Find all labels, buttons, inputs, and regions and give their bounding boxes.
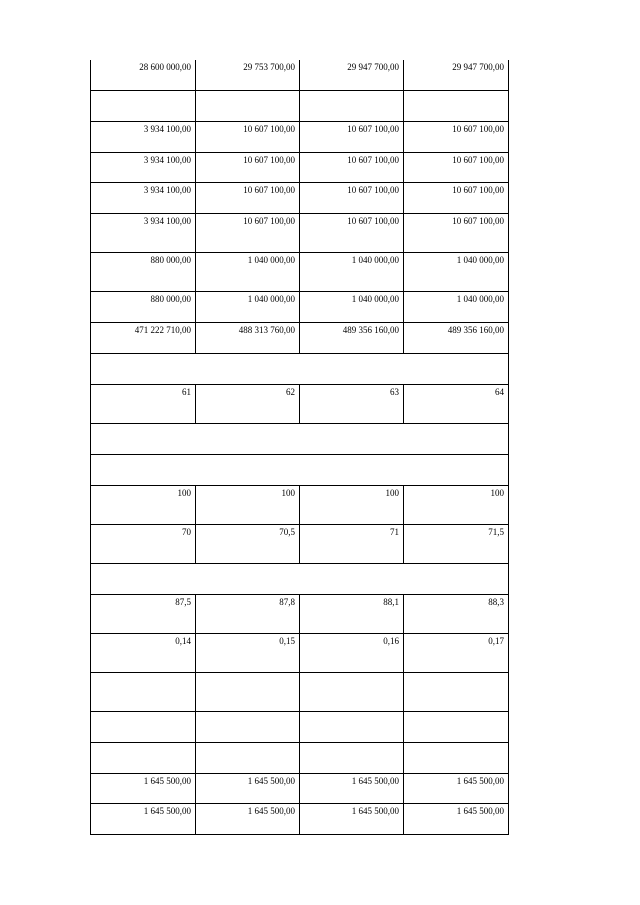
table-cell: 10 607 100,00	[196, 152, 300, 182]
table-cell: 10 607 100,00	[196, 213, 300, 252]
table-cell	[91, 742, 196, 773]
table-cell: 100	[300, 485, 404, 524]
table-cell	[300, 90, 404, 121]
table-cell: 1 645 500,00	[91, 803, 196, 834]
table-merged-cell	[91, 563, 509, 594]
table-row	[91, 384, 509, 423]
table-cell: 1 040 000,00	[404, 291, 509, 322]
table-cell	[196, 672, 300, 711]
table-row	[91, 60, 509, 90]
table-cell: 10 607 100,00	[404, 213, 509, 252]
table-cell: 87,8	[196, 594, 300, 633]
table-row	[91, 182, 509, 213]
table-cell: 1 040 000,00	[404, 252, 509, 291]
table-cell: 71	[300, 524, 404, 563]
table-merged-cell	[91, 423, 509, 454]
table-cell: 1 645 500,00	[196, 803, 300, 834]
table-row	[91, 524, 509, 563]
table-row	[91, 485, 509, 524]
table-row	[91, 252, 509, 291]
table-cell: 10 607 100,00	[404, 121, 509, 152]
table-cell: 10 607 100,00	[404, 152, 509, 182]
table-cell: 0,16	[300, 633, 404, 672]
table-row	[91, 213, 509, 252]
table-cell: 0,15	[196, 633, 300, 672]
table-cell: 10 607 100,00	[300, 182, 404, 213]
table-row	[91, 773, 509, 803]
table-cell	[91, 672, 196, 711]
table-cell: 100	[91, 485, 196, 524]
table-cell	[404, 90, 509, 121]
table-cell: 1 040 000,00	[300, 252, 404, 291]
table-cell: 88,1	[300, 594, 404, 633]
table-row	[91, 322, 509, 353]
table-row	[91, 803, 509, 834]
table-cell: 29 947 700,00	[404, 60, 509, 90]
table-cell: 471 222 710,00	[91, 322, 196, 353]
table-cell: 880 000,00	[91, 252, 196, 291]
table-cell: 87,5	[91, 594, 196, 633]
table-cell: 70	[91, 524, 196, 563]
table-row	[91, 90, 509, 121]
table-cell	[91, 90, 196, 121]
table-cell	[300, 711, 404, 742]
table-row	[91, 633, 509, 672]
table-cell: 880 000,00	[91, 291, 196, 322]
table-cell	[196, 90, 300, 121]
table-cell: 1 645 500,00	[91, 773, 196, 803]
table-cell	[404, 711, 509, 742]
table-row	[91, 563, 509, 594]
table-cell: 1 645 500,00	[300, 803, 404, 834]
table-cell: 100	[196, 485, 300, 524]
table-merged-cell	[91, 454, 509, 485]
table-cell: 0,14	[91, 633, 196, 672]
table-cell: 1 645 500,00	[404, 773, 509, 803]
table-cell: 100	[404, 485, 509, 524]
table-row	[91, 291, 509, 322]
table-row	[91, 152, 509, 182]
table-cell: 63	[300, 384, 404, 423]
table-cell: 1 040 000,00	[300, 291, 404, 322]
table-cell: 64	[404, 384, 509, 423]
table-cell: 1 040 000,00	[196, 252, 300, 291]
data-table	[90, 60, 509, 835]
table-cell: 10 607 100,00	[404, 182, 509, 213]
table-cell: 62	[196, 384, 300, 423]
table-row	[91, 423, 509, 454]
table-cell: 3 934 100,00	[91, 121, 196, 152]
table-row	[91, 594, 509, 633]
table-row	[91, 353, 509, 384]
table-cell: 0,17	[404, 633, 509, 672]
table-cell: 489 356 160,00	[300, 322, 404, 353]
table-cell	[91, 711, 196, 742]
table-cell: 71,5	[404, 524, 509, 563]
table-row	[91, 672, 509, 711]
table-cell: 10 607 100,00	[300, 121, 404, 152]
table-cell	[404, 742, 509, 773]
table-cell: 10 607 100,00	[300, 152, 404, 182]
table-cell: 29 753 700,00	[196, 60, 300, 90]
table-cell: 488 313 760,00	[196, 322, 300, 353]
table-cell: 3 934 100,00	[91, 182, 196, 213]
table-cell: 28 600 000,00	[91, 60, 196, 90]
table-cell: 3 934 100,00	[91, 152, 196, 182]
table-row	[91, 711, 509, 742]
table-cell: 489 356 160,00	[404, 322, 509, 353]
table-cell: 1 040 000,00	[196, 291, 300, 322]
table-cell: 10 607 100,00	[196, 121, 300, 152]
table-row	[91, 121, 509, 152]
table-cell: 1 645 500,00	[300, 773, 404, 803]
table-row	[91, 742, 509, 773]
data-table-body	[91, 60, 509, 834]
table-cell	[300, 742, 404, 773]
table-row	[91, 454, 509, 485]
table-cell: 10 607 100,00	[300, 213, 404, 252]
table-cell: 1 645 500,00	[196, 773, 300, 803]
table-merged-cell	[91, 353, 509, 384]
table-cell: 1 645 500,00	[404, 803, 509, 834]
table-cell	[196, 711, 300, 742]
table-cell: 70,5	[196, 524, 300, 563]
table-cell: 10 607 100,00	[196, 182, 300, 213]
table-cell	[404, 672, 509, 711]
table-cell: 88,3	[404, 594, 509, 633]
table-cell: 61	[91, 384, 196, 423]
table-cell: 3 934 100,00	[91, 213, 196, 252]
table-cell	[300, 672, 404, 711]
table-cell: 29 947 700,00	[300, 60, 404, 90]
table-cell	[196, 742, 300, 773]
